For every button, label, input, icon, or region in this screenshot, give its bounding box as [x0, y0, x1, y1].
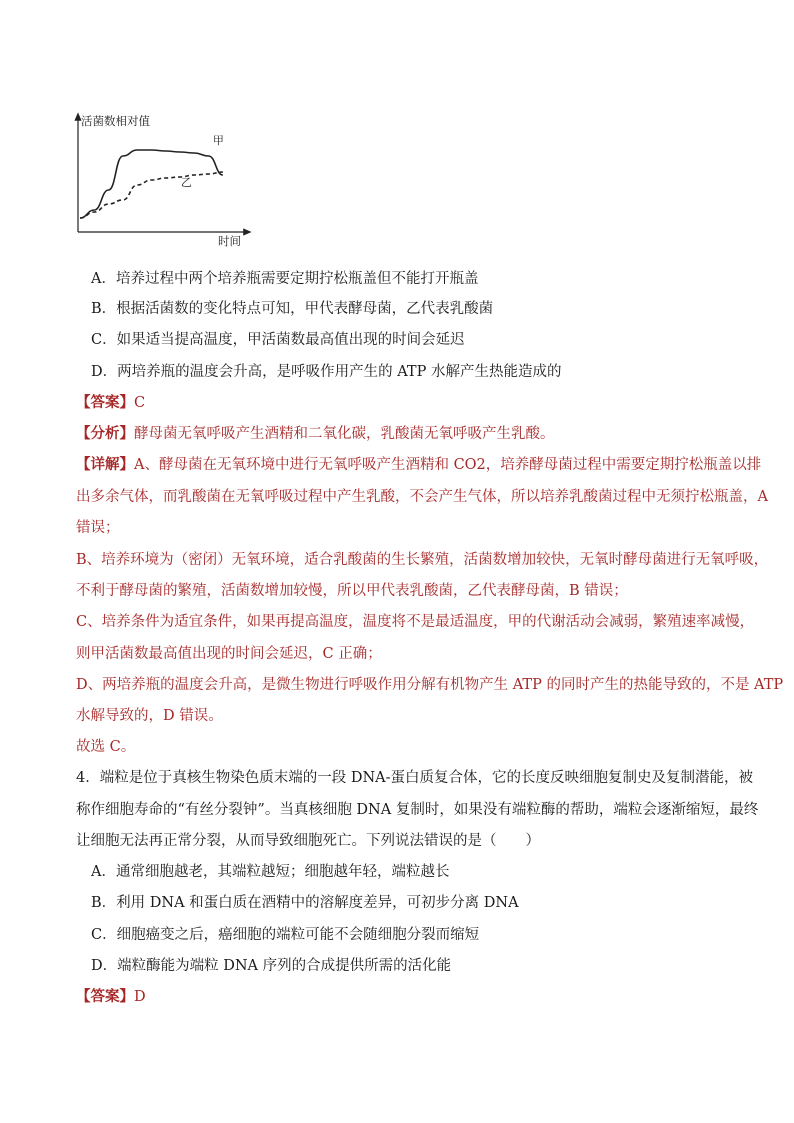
bacteria-count-chart: [68, 108, 258, 250]
analysis-text: 酵母菌无氧呼吸产生酒精和二氧化碳，乳酸菌无氧呼吸产生乳酸。: [134, 426, 555, 442]
detail-tag: 【详解】: [76, 456, 134, 473]
q3-option-c: C．如果适当提高温度，甲活菌数最高值出现的时间会延迟: [91, 332, 465, 348]
q3-option-a: A．培养过程中两个培养瓶需要定期拧松瓶盖但不能打开瓶盖: [91, 271, 479, 287]
answer-tag: 【答案】: [76, 394, 134, 411]
series-line-yi: [80, 172, 223, 218]
q4-option-b: B．利用 DNA 和蛋白质在酒精中的溶解度差异，可初步分离 DNA: [91, 895, 519, 911]
series-layer: [80, 134, 224, 218]
detail-line: 水解导致的，D 错误。: [76, 708, 223, 724]
q4-option-a: A．通常细胞越老，其端粒越短；细胞越年轻，端粒越长: [91, 864, 450, 880]
q4-stem-line: 4．端粒是位于真核生物染色质末端的一段 DNA-蛋白质复合体，它的长度反映细胞复制史及复制潜能，被: [76, 770, 754, 786]
q4-option-c: C．细胞癌变之后，癌细胞的端粒可能不会随细胞分裂而缩短: [91, 927, 480, 943]
x-axis-label: 时间: [218, 234, 241, 248]
q3-detail: [76, 455, 761, 475]
q3-analysis: [76, 424, 555, 444]
series-label-yi: 乙: [180, 176, 192, 189]
detail-line: D、两培养瓶的温度会升高，是微生物进行呼吸作用分解有机物产生 ATP 的同时产生的热能导致的，不是 ATP: [76, 677, 784, 693]
series-label-jia: 甲: [212, 134, 224, 147]
q4-stem-line: 称作细胞寿命的“有丝分裂钟”。当真核细胞 DNA 复制时，如果没有端粒酶的帮助，端粒会逐渐缩短，最终: [76, 802, 759, 818]
answer-tag: 【答案】: [76, 988, 134, 1005]
analysis-tag: 【分析】: [76, 425, 134, 442]
q4-answer: [76, 987, 146, 1007]
y-axis-label: 活菌数相对值: [81, 114, 150, 128]
q3-option-d: D．两培养瓶的温度会升高，是呼吸作用产生的 ATP 水解产生热能造成的: [91, 364, 562, 380]
detail-conclusion: 故选 C。: [76, 739, 136, 755]
detail-line: B、培养环境为（密闭）无氧环境，适合乳酸菌的生长繁殖，活菌数增加较快，无氧时酵母菌进行无氧呼吸，: [76, 552, 769, 568]
detail-line: A、酵母菌在无氧环境中进行无氧呼吸产生酒精和 CO2，培养酵母菌过程中需要定期拧松瓶盖以排: [134, 457, 762, 473]
detail-line: C、培养条件为适宜条件，如果再提高温度，温度将不是最适温度，甲的代谢活动会减弱，繁殖速率减慢，: [76, 614, 755, 630]
detail-line: 错误；: [76, 520, 120, 536]
q4-option-d: D．端粒酶能为端粒 DNA 序列的合成提供所需的活化能: [91, 958, 452, 974]
q4-stem-line: 让细胞无法再正常分裂，从而导致细胞死亡。下列说法错误的是（ ）: [76, 833, 540, 849]
detail-line: 出多余气体，而乳酸菌在无氧呼吸过程中产生乳酸，不会产生气体，所以培养乳酸菌过程中无须拧松瓶盖，A: [76, 489, 768, 505]
detail-line: 则甲活菌数最高值出现的时间会延迟，C 正确；: [76, 646, 382, 662]
q3-option-b: B．根据活菌数的变化特点可知，甲代表酵母菌，乙代表乳酸菌: [91, 301, 494, 317]
answer-value: C: [134, 395, 146, 411]
answer-value: D: [134, 989, 146, 1005]
q3-answer: [76, 393, 145, 413]
detail-line: 不利于酵母菌的繁殖，活菌数增加较慢，所以甲代表乳酸菌，乙代表酵母菌，B 错误；: [76, 583, 628, 599]
